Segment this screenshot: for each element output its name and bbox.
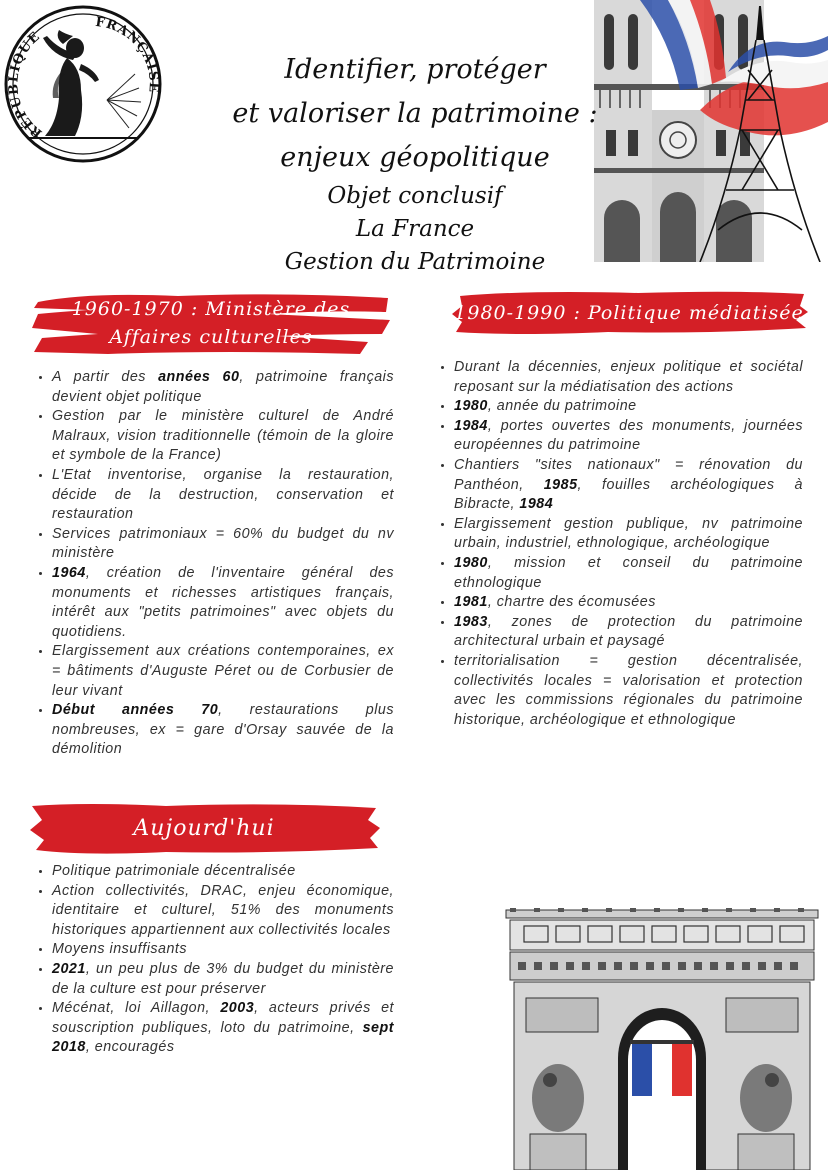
list-item-emphasis: Début années 70 bbox=[52, 702, 219, 719]
list-item-text: , restaurations plus nombreuses, ex = gare d'Orsay sauvée de la démolition bbox=[52, 702, 395, 758]
list-item-text: , un peu plus de 3% du budget du ministère de la culture est pour préserver bbox=[52, 960, 394, 997]
list-item-text: , chartre des écomusées bbox=[487, 594, 656, 611]
list-item-text: , fouilles archéologiques à Bibracte, bbox=[454, 476, 803, 513]
subtitle-line: La France bbox=[355, 216, 475, 242]
page-title-block bbox=[200, 48, 630, 279]
section-today-heading: Aujourd'hui bbox=[133, 816, 275, 841]
list-item-text: Elargissement gestion publique, nv patrimoine urbain, industriel, ethnologique, archéologique bbox=[454, 515, 803, 552]
list-item bbox=[52, 940, 394, 960]
list-item-emphasis: 1983 bbox=[454, 613, 488, 630]
list-item bbox=[454, 515, 803, 554]
list-item-emphasis: 1984 bbox=[454, 417, 488, 434]
list-item-text: Politique patrimoniale décentralisée bbox=[52, 863, 296, 879]
page-title-line: enjeux géopolitique bbox=[280, 142, 550, 173]
list-item bbox=[454, 652, 803, 730]
subtitle-line: Objet conclusif bbox=[327, 183, 503, 209]
section-1980-heading-banner bbox=[448, 288, 810, 338]
list-item bbox=[52, 701, 394, 760]
medal-text-right: FRANÇAISE bbox=[94, 14, 161, 94]
list-item bbox=[52, 882, 394, 941]
section-1960-heading-line1: 1960-1970 : Ministère des bbox=[71, 298, 351, 320]
list-item-text: Elargissement aux créations contemporaines, ex = bâtiments d'Auguste Péret ou de Corbusier de leur vivant bbox=[52, 643, 394, 699]
list-item-emphasis: 1980 bbox=[454, 398, 488, 415]
list-item-emphasis: 1984 bbox=[519, 496, 554, 513]
list-item bbox=[454, 417, 803, 456]
list-item-text: , portes ouvertes des monuments, journées européennes du patrimoine bbox=[454, 417, 803, 454]
list-item-text: , encouragés bbox=[85, 1039, 175, 1056]
list-item bbox=[52, 642, 394, 701]
arc-de-triomphe-image bbox=[500, 908, 820, 1170]
section-1960-heading-line2: Affaires culturelles bbox=[109, 326, 313, 348]
section-1960-heading-banner bbox=[28, 290, 394, 356]
section-1980-heading: 1980-1990 : Politique médiatisée bbox=[454, 302, 804, 324]
list-item-text: Durant la décennies, enjeux politique et sociétal reposant sur la médiatisation des actions bbox=[454, 359, 803, 395]
list-item bbox=[52, 368, 394, 407]
list-item bbox=[52, 999, 394, 1058]
list-item-text: L'Etat inventorise, organise la restauration, décide de la destruction, conservation et restauration bbox=[52, 466, 394, 523]
list-item-text: A partir des bbox=[52, 369, 159, 385]
list-item-text: Gestion par le ministère culturel de André Malraux, vision traditionnelle (témoin de la gloire et symbole de la France) bbox=[52, 408, 394, 464]
list-item-emphasis: 1980 bbox=[454, 554, 488, 571]
list-item-text: Moyens insuffisants bbox=[52, 941, 188, 958]
list-item-emphasis: 1985 bbox=[543, 476, 578, 493]
page-title-line: et valoriser la patrimoine : bbox=[232, 98, 598, 129]
list-item bbox=[454, 593, 803, 613]
marianne-medal-image bbox=[3, 4, 163, 164]
list-item-text: Action collectivités, DRAC, enjeu économique, identitaire et culturel, 51% des monuments historiques appartiennent aux collectivités locales bbox=[52, 882, 394, 938]
list-item bbox=[454, 613, 803, 652]
list-item bbox=[52, 407, 394, 466]
list-item bbox=[454, 358, 803, 397]
medal-text-left: RÉPUBLIQUE bbox=[6, 28, 46, 141]
list-item-text: territorialisation = gestion décentralisée, collectivités locales = valorisation et protection avec les commissions régionales du patrimoine historique, archéologique et ethnologique bbox=[454, 652, 803, 728]
list-item bbox=[454, 554, 803, 593]
list-item bbox=[52, 525, 394, 564]
list-item-text: Chantiers "sites nationaux" = rénovation du Panthéon, bbox=[454, 456, 803, 493]
list-item-text: , mission et conseil du patrimoine ethnologique bbox=[454, 554, 803, 591]
list-item-emphasis: 1981 bbox=[454, 594, 488, 611]
list-item-emphasis: années 60 bbox=[158, 369, 240, 385]
list-item bbox=[52, 862, 394, 882]
list-item-text: Mécénat, loi Aillagon, bbox=[52, 1000, 221, 1017]
list-item-emphasis: 2003 bbox=[220, 1000, 255, 1017]
list-item-emphasis: 1964 bbox=[52, 564, 86, 581]
list-item bbox=[52, 960, 394, 999]
section-today-heading-banner bbox=[26, 800, 382, 858]
list-item-text: , patrimoine français devient objet politique bbox=[52, 369, 394, 405]
list-item bbox=[454, 456, 803, 515]
list-item-emphasis: 2021 bbox=[52, 960, 86, 977]
section-1980-list bbox=[432, 358, 803, 730]
section-1960-content bbox=[30, 368, 394, 760]
section-1960-list bbox=[30, 368, 394, 760]
list-item-text: Services patrimoniaux = 60% du budget du nv ministère bbox=[52, 525, 394, 562]
section-today-list bbox=[30, 862, 394, 1058]
page-title-line: Identifier, protéger bbox=[284, 54, 546, 85]
list-item-emphasis: sept 2018 bbox=[52, 1019, 394, 1056]
list-item-text: , année du patrimoine bbox=[487, 398, 637, 415]
list-item bbox=[52, 466, 394, 525]
list-item-text: , zones de protection du patrimoine architectural urbain et paysagé bbox=[454, 613, 803, 650]
list-item-text: , création de l'inventaire général des monuments et richesses artistiques français, intérêt aux "petits patrimoines" avec objets du quotidiens. bbox=[52, 564, 394, 640]
list-item bbox=[454, 397, 803, 417]
list-item-text: , acteurs privés et souscription publiques, loto du patrimoine, bbox=[52, 1000, 394, 1036]
list-item bbox=[52, 564, 394, 642]
section-1980-content bbox=[432, 358, 803, 730]
subtitle-line: Gestion du Patrimoine bbox=[284, 249, 546, 275]
section-today-content bbox=[30, 862, 394, 1058]
